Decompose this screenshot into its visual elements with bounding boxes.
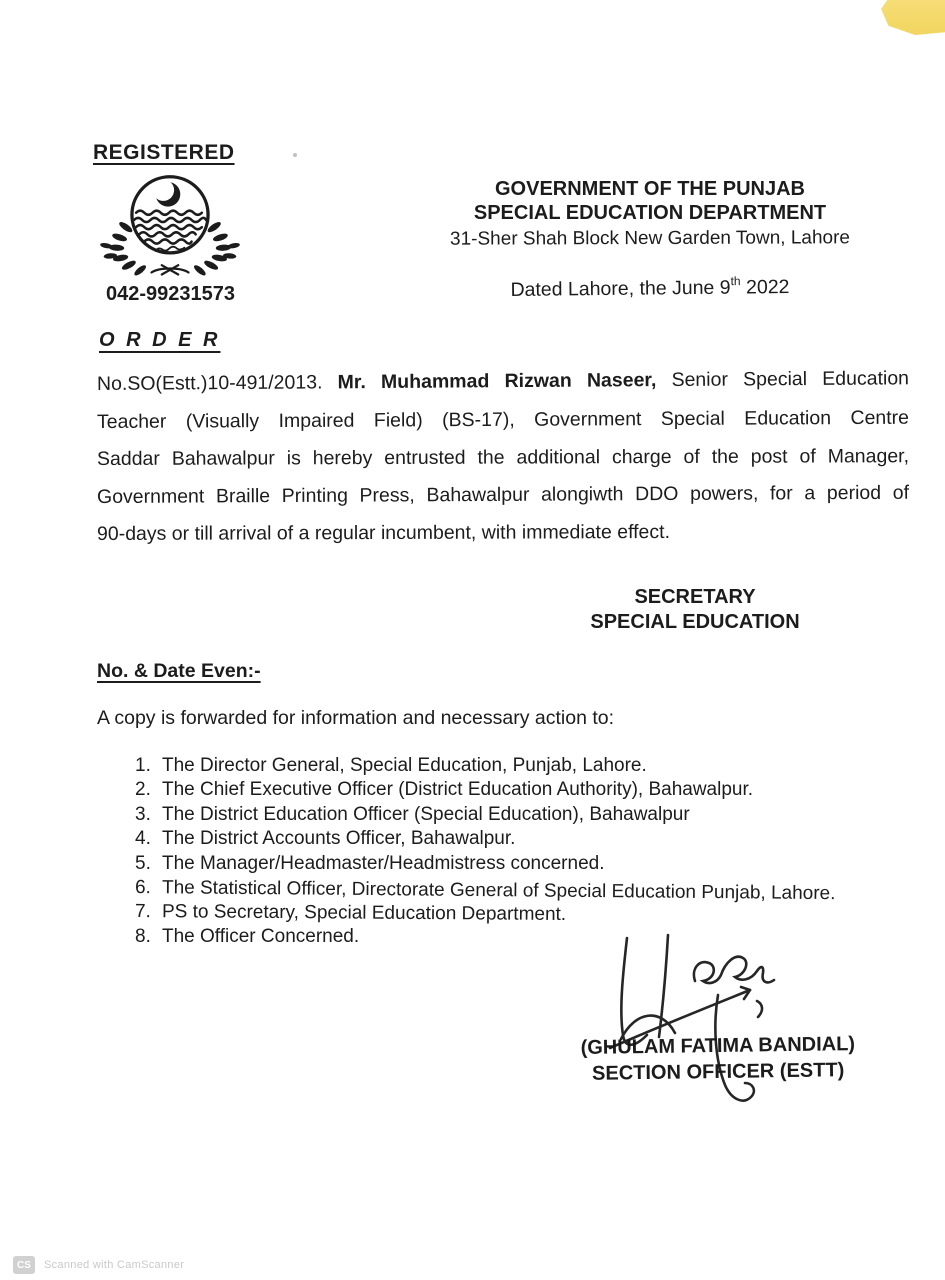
item-text: The Chief Executive Officer (District Education Authority), Bahawalpur.: [162, 779, 754, 801]
scan-speck: [293, 153, 297, 157]
date-ordinal: th: [730, 274, 741, 289]
dept-address: 31-Sher Shah Block New Garden Town, Lahore: [449, 227, 851, 250]
camscanner-watermark: [13, 1256, 184, 1274]
item-text: PS to Secretary, Special Education Department.: [161, 901, 567, 926]
punjab-government-emblem-icon: [98, 163, 242, 281]
list-item: [135, 803, 935, 827]
order-body-line-2: Teacher (Visually Impaired Field) (BS-17), Government Special Education Centre: [96, 406, 910, 433]
dept-name-line2: SPECIAL EDUCATION DEPARTMENT: [473, 201, 827, 224]
order-body-line-1: [97, 360, 909, 403]
camscanner-text: Scanned with CamScanner: [44, 1259, 185, 1271]
item-text: The Director General, Special Education, Punjab, Lahore.: [162, 755, 647, 776]
order-body-line-5: 90-days or till arrival of a regular incumbent, with immediate effect.: [96, 521, 671, 545]
phone-number: 042-99231573: [106, 283, 236, 305]
item-text: The District Education Officer (Special Education), Bahawalpur: [162, 803, 690, 825]
date-year: 2022: [740, 276, 790, 299]
order-body-line-1-tail: Senior Special Education: [671, 367, 910, 391]
page-corner-fold: [877, 0, 945, 35]
list-item: [135, 827, 935, 851]
distribution-intro: A copy is forwarded for information and necessary action to:: [97, 707, 615, 729]
item-text: The Manager/Headmaster/Headmistress concerned.: [162, 852, 605, 874]
date-prefix: Dated Lahore, the June 9: [510, 276, 731, 301]
distribution-list: [135, 754, 935, 949]
order-body: [97, 366, 909, 554]
item-number: 2.: [135, 779, 151, 801]
order-body-line-4: Government Braille Printing Press, Bahawalpur alongiwth DDO powers, for a period of: [96, 481, 910, 508]
signatory-title: SECTION OFFICER (ESTT): [591, 1058, 845, 1085]
list-item: [135, 852, 935, 876]
order-heading: O R D E R: [99, 329, 221, 351]
item-number: 3.: [135, 803, 151, 825]
list-item: [135, 754, 935, 778]
order-body-line-3: Saddar Bahawalpur is hereby entrusted the additional charge of the post of Manager,: [96, 445, 910, 470]
item-text: The Officer Concerned.: [162, 925, 360, 947]
officer-name: Mr. Muhammad Rizwan Naseer,: [337, 369, 657, 394]
signoff-line2: SPECIAL EDUCATION: [590, 610, 800, 633]
distribution-heading: No. & Date Even:-: [97, 660, 261, 682]
item-number: 8.: [135, 925, 151, 947]
item-number: 7.: [134, 901, 151, 923]
item-number: 6.: [134, 876, 151, 899]
signoff-line1: SECRETARY: [634, 586, 756, 608]
signatory-block: [545, 1032, 892, 1088]
reference-number: No.SO(Estt.)10-491/2013.: [96, 371, 323, 395]
item-number: 4.: [135, 828, 151, 850]
list-item: [135, 778, 935, 802]
item-text: The Statistical Officer, Directorate General of Special Education Punjab, Lahore.: [161, 877, 836, 905]
signatory-name: (GHULAM FATIMA BANDIAL): [580, 1033, 856, 1059]
camscanner-badge-icon: CS: [13, 1256, 35, 1274]
letterhead: [418, 178, 882, 251]
registered-label: REGISTERED: [93, 141, 235, 164]
item-number: 5.: [135, 852, 151, 874]
secretary-signoff: [545, 585, 845, 634]
handwritten-signature-icon: [583, 925, 813, 1125]
item-number: 1.: [135, 755, 151, 776]
dept-name-line1: GOVERNMENT OF THE PUNJAB: [494, 178, 806, 200]
item-text: The District Accounts Officer, Bahawalpur.: [162, 828, 516, 850]
date-line: [430, 274, 870, 303]
